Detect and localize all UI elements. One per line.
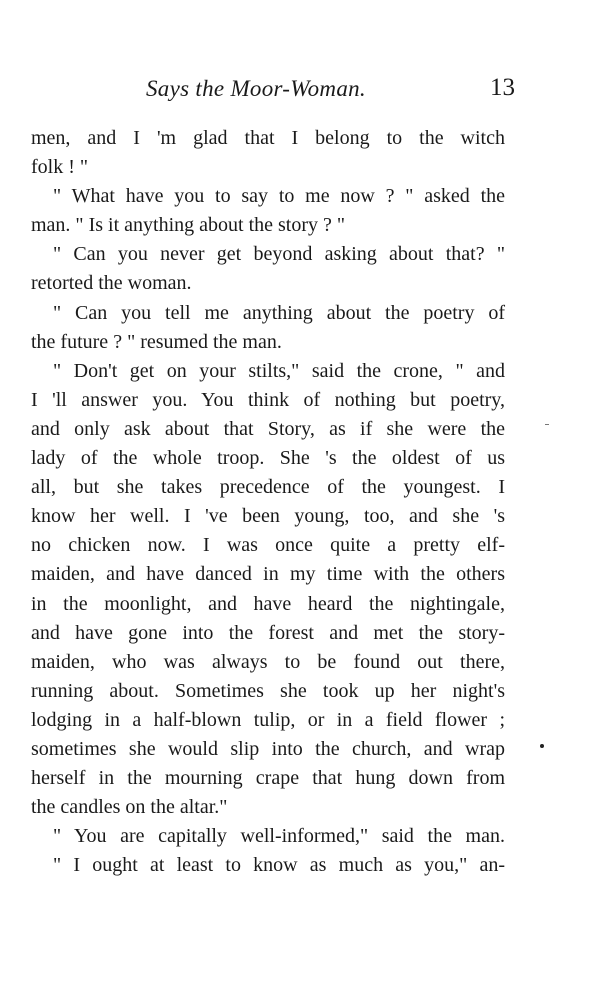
text-line: the candles on the altar." [31,796,228,819]
print-speck [540,744,544,748]
text-line: " Can you never get beyond asking about that? " [53,243,505,266]
text-line: " Don't get on your stilts," said the crone, " and [53,359,505,382]
text-line: all, but she takes precedence of the youngest. I [31,476,505,499]
text-line: the future ? " resumed the man. [31,330,282,353]
text-line: folk ! " [31,156,89,179]
print-speck [545,424,549,425]
running-head [30,74,515,108]
text-line: " Can you tell me anything about the poetry of [53,301,505,324]
text-line: lady of the whole troop. She 's the oldest of us [31,447,505,470]
text-line: retorted the woman. [31,272,192,295]
text-line: " What have you to say to me now ? " asked the [53,185,505,208]
text-line: herself in the mourning crape that hung down from [31,767,505,790]
text-line: in the moonlight, and have heard the nightingale, [31,592,505,615]
text-line: men, and I 'm glad that I belong to the witch [31,127,505,149]
text-line: maiden, who was always to be found out there, [31,650,505,673]
text-line: " I ought at least to know as much as you," an- [53,854,505,877]
text-line: know her well. I 've been young, too, and she 's [31,505,505,528]
body-text [31,124,505,880]
running-title: Says the Moor-Woman. [146,76,366,101]
text-line: " You are capitally well-informed," said the man. [53,825,505,848]
text-line: lodging in a half-blown tulip, or in a field flower ; [31,708,505,731]
text-line: sometimes she would slip into the church, and wrap [31,737,505,760]
text-line: man. " Is it anything about the story ? " [31,214,346,237]
text-line: I 'll answer you. You think of nothing but poetry, [31,388,505,411]
text-line: and have gone into the forest and met the story- [31,621,505,644]
text-line: running about. Sometimes she took up her night's [31,679,505,702]
page-number: 13 [490,74,515,101]
text-line: and only ask about that Story, as if she were the [31,417,505,440]
text-line: no chicken now. I was once quite a pretty elf- [31,534,505,557]
text-line: maiden, and have danced in my time with the others [31,563,505,586]
